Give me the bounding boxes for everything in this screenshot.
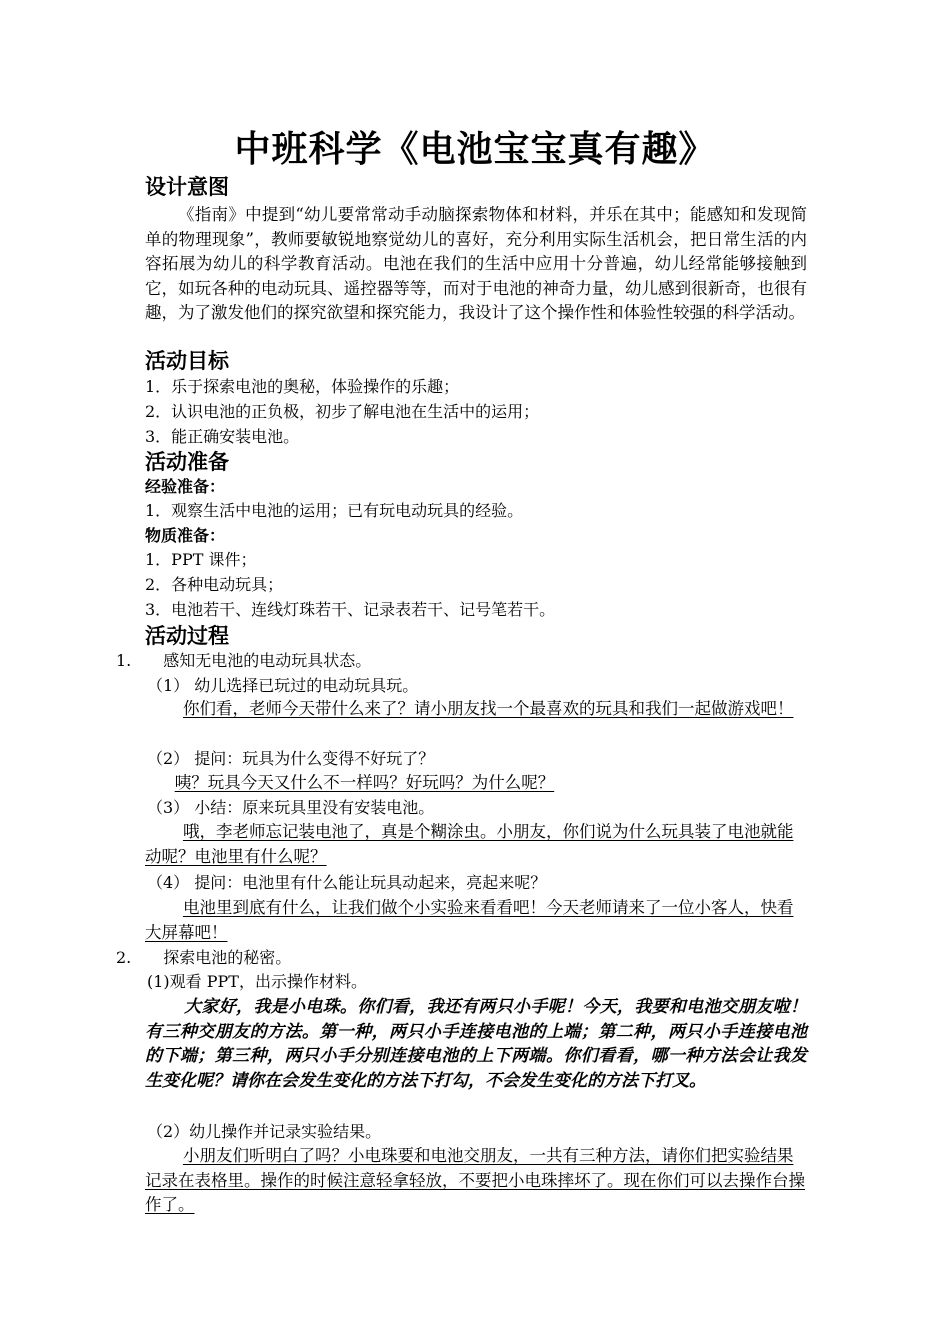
document-title: 中班科学《电池宝宝真有趣》 [234,129,716,170]
step-2-1: (1)观看 PPT，出示操作材料。 [147,972,367,991]
experience-item-1: 1．观察生活中电池的运用；已有玩电动玩具的经验。 [145,501,524,520]
design-paragraph: 《指南》中提到“幼儿要常常动手动脑探索物体和材料，并乐在其中；能感知和发现简单的物理现象”，教师要敏锐地察觉幼儿的喜好，充分利用实际生活机会，把日常生活的内容拓展为幼儿的科学教育活动。电池在我们的生活中应用十分普遍，幼儿经常能够接触到它，如玩各种的电动玩具、遥控器等等，而对于电池的神奇力量，幼儿感到很新奇，也很有趣，为了激发他们的探究欲望和探究能力，我设计了这个操作性和体验性较强的科学活动。 [145,205,807,322]
prep-heading: 活动准备 [145,450,229,474]
material-item-2: 2．各种电动玩具； [145,575,284,594]
goals-heading: 活动目标 [145,349,229,373]
goal-item-3: 3．能正确安装电池。 [145,427,300,446]
process-heading: 活动过程 [145,624,229,648]
step-1: 1. 感知无电池的电动玩具状态。 [116,651,372,670]
material-item-1: 1．PPT 课件； [145,550,257,569]
step-2-2-dialog: 小朋友们听明白了吗？小电珠要和电池交朋友，一共有三种方法，请你们把实验结果记录在表格里。操作的时候注意轻拿轻放，不要把小电珠摔坏了。现在你们可以去操作台操作了。 [145,1146,805,1214]
step-1-2: （2） 提问：玩具为什么变得不好玩了？ [147,749,435,768]
step-2-2: （2）幼儿操作并记录实验结果。 [147,1122,382,1141]
step-2-1-speech: 大家好，我是小电珠。你们看，我还有两只小手呢！今天，我要和电池交朋友啦！有三种交朋友的方法。第一种，两只小手连接电池的上端；第二种，两只小手连接电池的下端；第三种，两只小手分别连接电池的上下两端。你们看看，哪一种方法会让我发生变化呢？请你在会发生变化的方法下打勾，不会发生变化的方法下打叉。 [145,997,807,1091]
experience-heading: 经验准备： [145,477,226,496]
goal-item-1: 1．乐于探索电池的奥秘，体验操作的乐趣； [145,377,460,396]
design-heading: 设计意图 [145,175,229,199]
step-1-4-dialog: 电池里到底有什么，让我们做个小实验来看看吧！今天老师请来了一位小客人，快看大屏幕吧！ [145,898,794,942]
step-2: 2. 探索电池的秘密。 [116,948,292,967]
goal-item-2: 2．认识电池的正负极，初步了解电池在生活中的运用； [145,402,540,421]
step-1-3: （3） 小结：原来玩具里没有安装电池。 [147,798,435,817]
step-1-1: （1） 幼儿选择已玩过的电动玩具玩。 [147,676,419,695]
material-item-3: 3．电池若干、连线灯珠若干、记录表若干、记号笔若干。 [145,600,556,619]
step-1-3-dialog: 哦，李老师忘记装电池了，真是个糊涂虫。小朋友，你们说为什么玩具装了电池就能动呢？电池里有什么呢？ [145,822,794,866]
material-heading: 物质准备： [145,526,226,545]
step-1-1-dialog: 你们看，老师今天带什么来了？请小朋友找一个最喜欢的玩具和我们一起做游戏吧！ [182,699,794,718]
step-1-4: （4） 提问：电池里有什么能让玩具动起来，亮起来呢？ [147,873,547,892]
step-1-2-dialog: 咦？玩具今天又什么不一样吗？好玩吗？为什么呢？ [174,773,555,792]
